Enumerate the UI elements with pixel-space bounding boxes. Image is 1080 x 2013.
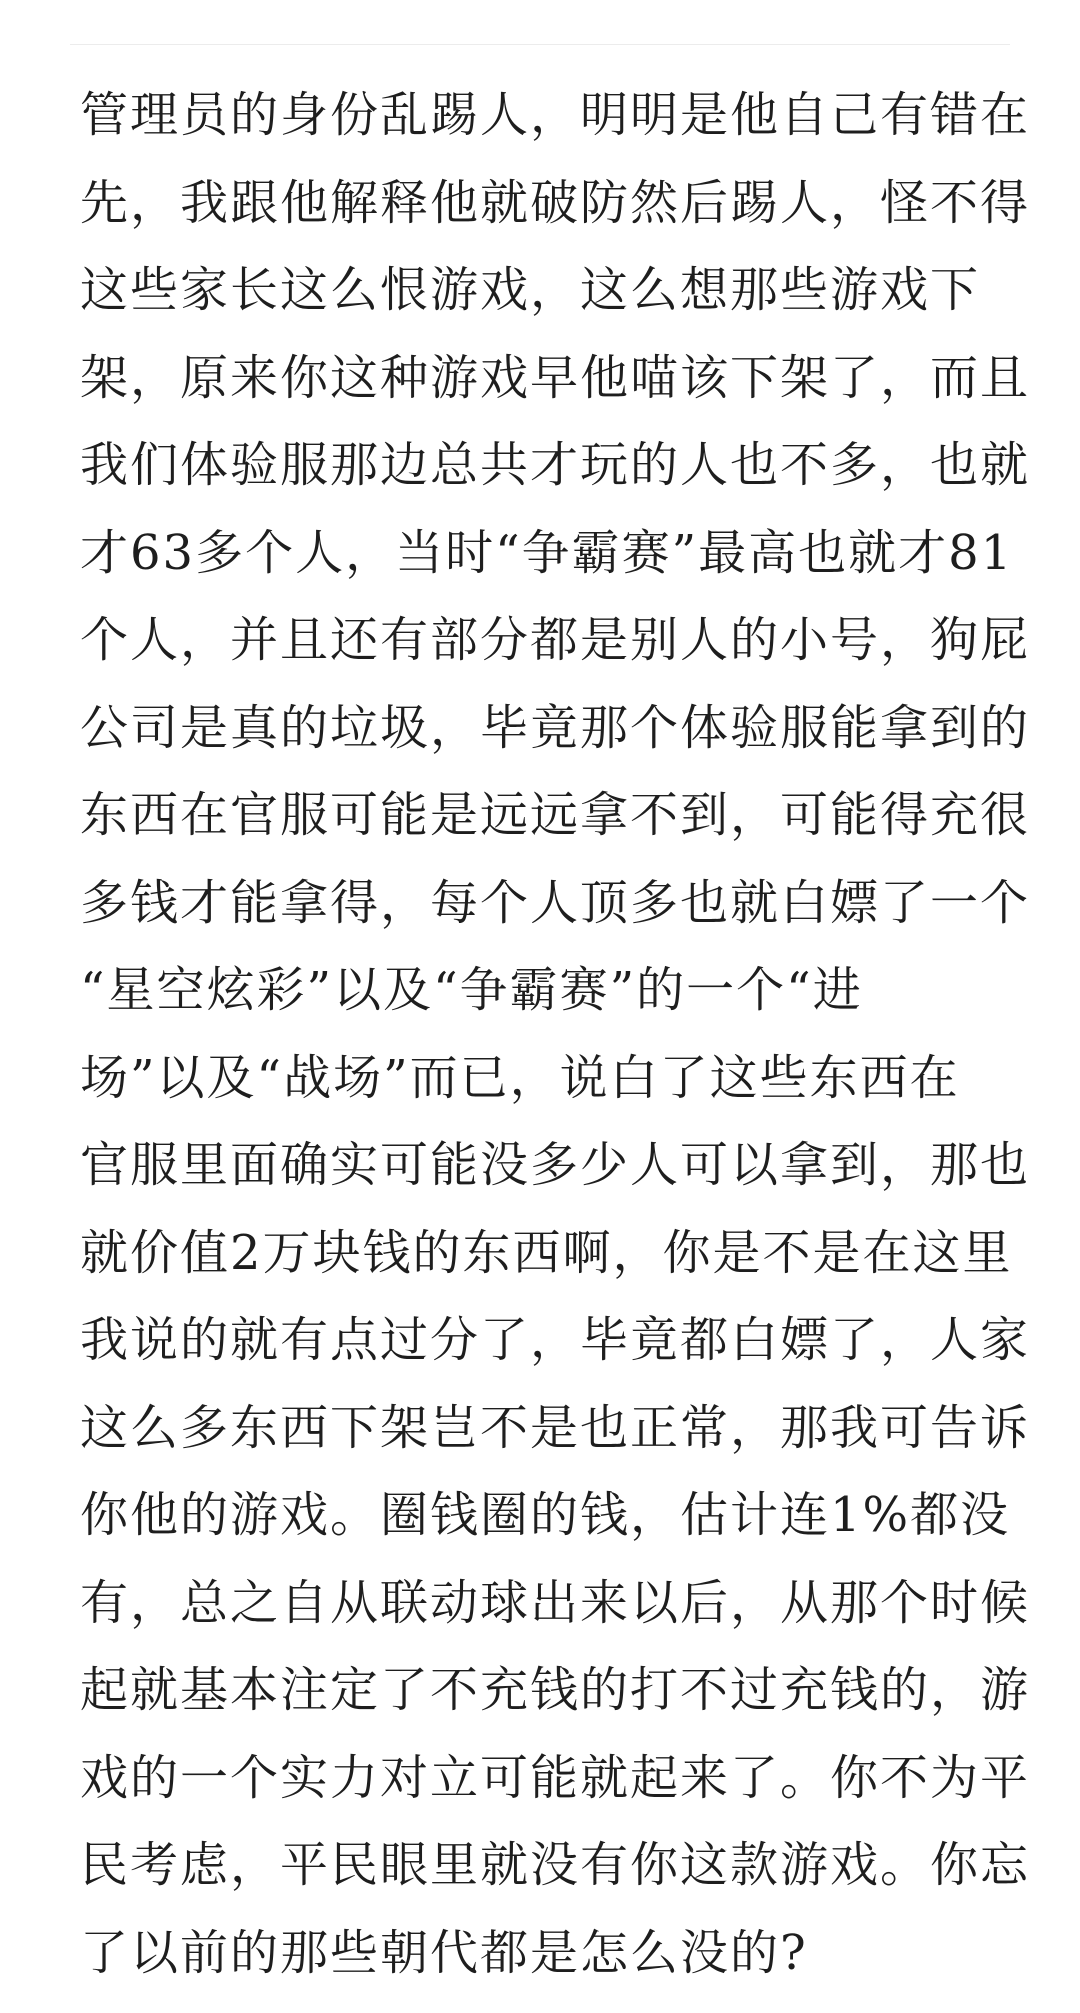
text-line: 多钱才能拿得，每个人顶多也就白嫖了一个 xyxy=(80,874,1031,931)
text-line: 就价值2万块钱的东西啊，你是不是在这里 xyxy=(80,1224,1013,1281)
text-line: 我说的就有点过分了，毕竟都白嫖了，人家 xyxy=(80,1312,1031,1368)
text-line: 才63多个人，当时“争霸赛”最高也就才81 xyxy=(80,524,1014,581)
text-line: 戏的一个实力对立可能就起来了。你不为平 xyxy=(80,1749,1031,1806)
article-body xyxy=(80,72,1031,1997)
text-line: 民考虑，平民眼里就没有你这款游戏。你忘 xyxy=(80,1837,1031,1893)
text-line: 了以前的那些朝代都是怎么没的? xyxy=(80,1924,808,1981)
text-line: 先，我跟他解释他就破防然后踢人，怪不得 xyxy=(80,174,1031,231)
text-line: 个人，并且还有部分都是别人的小号，狗屁 xyxy=(80,612,1031,668)
text-line: 管理员的身份乱踢人，明明是他自己有错在 xyxy=(80,87,1031,143)
text-line: 场”以及“战场”而已，说白了这些东西在 xyxy=(80,1049,960,1106)
text-line: 架，原来你这种游戏早他喵该下架了，而且 xyxy=(80,349,1031,406)
text-line: 起就基本注定了不充钱的打不过充钱的，游 xyxy=(80,1662,1031,1718)
text-line: 有，总之自从联动球出来以后，从那个时候 xyxy=(80,1574,1031,1631)
text-line: 这些家长这么恨游戏，这么想那些游戏下 xyxy=(80,262,981,318)
text-line: 东西在官服可能是远远拿不到，可能得充很 xyxy=(80,787,1031,843)
text-line: 你他的游戏。圈钱圈的钱，估计连1%都没 xyxy=(80,1487,1011,1543)
text-line: 公司是真的垃圾，毕竟那个体验服能拿到的 xyxy=(80,699,1031,756)
text-line: 官服里面确实可能没多少人可以拿到，那也 xyxy=(80,1137,1031,1193)
text-line: 我们体验服那边总共才玩的人也不多，也就 xyxy=(80,437,1031,493)
text-line: “星空炫彩”以及“争霸赛”的一个“进 xyxy=(80,962,863,1018)
text-line: 这么多东西下架岂不是也正常，那我可告诉 xyxy=(80,1399,1031,1456)
top-divider xyxy=(70,44,1010,45)
